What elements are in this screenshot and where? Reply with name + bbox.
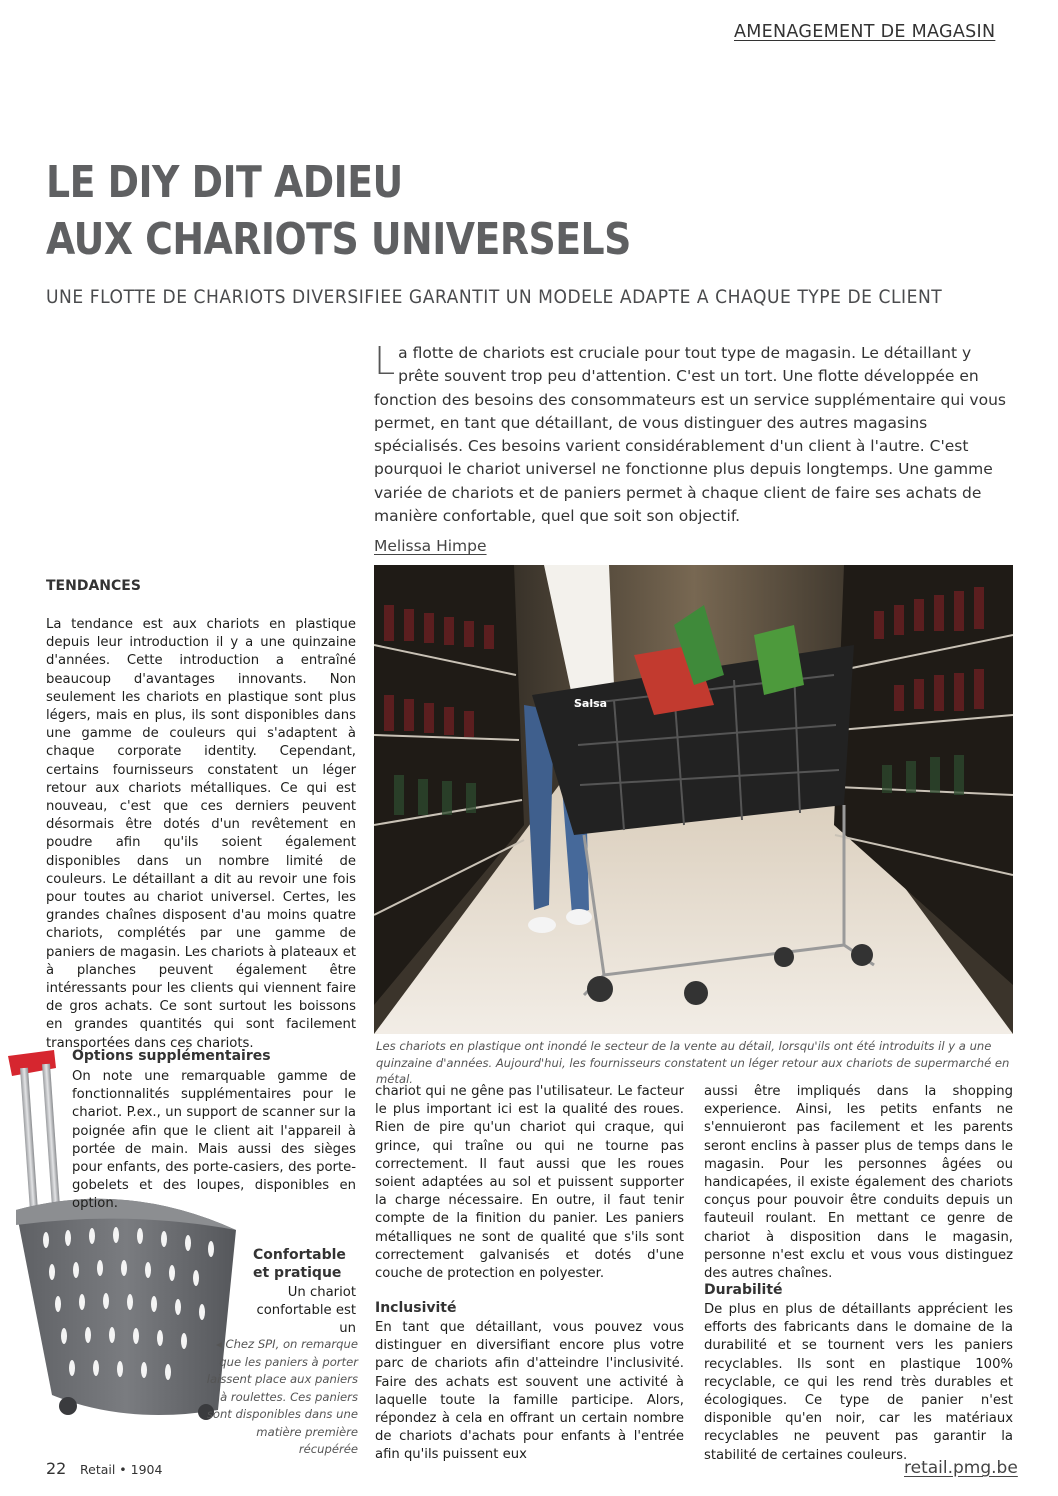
- photo-caption: Les chariots en plastique ont inondé le secteur de la vente au détail, lorsqu'ils ont été introduits il y a une quinzaine d'années. Aujourd'hui, les fournisseurs constatent un léger retour aux chariots de supermarché en métal.: [376, 1039, 1010, 1086]
- store-photo: [374, 565, 1013, 1034]
- title-line-2: AUX CHARIOTS UNIVERSELS: [46, 214, 631, 265]
- durabilite-text: De plus en plus de détaillants apprécient les efforts des fabricants dans le domaine de la durabilité et se tournent vers les paniers recyclables. Ils sont en plastique 100% recyclable, ce qui les rend très durables et écologiques. Ce type de panier n'est disponible qu'en noir, car les matériaux recyclables ne peuvent pas garantir la stabilité de certaines couleurs.: [704, 1302, 1013, 1463]
- intro-paragraph: [374, 339, 1014, 528]
- confort-text: Un chariot confortable est un: [256, 1285, 356, 1337]
- page-number: 22: [46, 1459, 67, 1478]
- shopping-cart-illustration: [374, 565, 1013, 1034]
- cart-brand-label: Salsa: [574, 697, 608, 710]
- drop-cap: L: [374, 339, 396, 383]
- confort-heading-line-2: et pratique: [253, 1265, 342, 1281]
- confort-continued-text: chariot qui ne gêne pas l'utilisateur. Le facteur le plus important ici est la qualité des roues. Rien de pire qu'un chariot qui craque, qui grince, qui traîne ou qui ne tourne pas correctement. Il faut aussi que les roues soient adaptées au sol et puissent supporter la charge nécessaire. En outre, il faut tenir compte de la finition du panier. Les paniers métalliques ne sont de qualité que s'ils sont correctement galvanisés et dotés d'une couche de protection en polyester.: [375, 1084, 684, 1282]
- inclusivite-text: En tant que détaillant, vous pouvez vous distinguer en diversifiant encore plus votre parc de chariots afin d'atteindre l'inclusivité. Faire des achats est souvent une activité à laquelle toute la famille participe. Alors, répondez à cela en offrant un certain nombre de chariots d'achats pour enfants à l'entrée afin qu'ils puissent eux: [375, 1320, 684, 1463]
- website-link[interactable]: retail.pmg.be: [904, 1458, 1018, 1478]
- basket-caption: ◂ Chez SPI, on remarque que les paniers à porter laissent place aux paniers à roulettes. Ces paniers sont disponibles dans une matière première récupérée: [206, 1337, 358, 1456]
- author-link[interactable]: Melissa Himpe: [374, 537, 487, 555]
- confort-heading: [253, 1246, 363, 1282]
- confort-heading-line-1: Confortable: [253, 1247, 346, 1263]
- inclusivite-heading: Inclusivité: [375, 1300, 457, 1316]
- inclusivite-continued-text: aussi être impliqués dans la shopping experience. Ainsi, les petits enfants ne s'ennuieront pas facilement et les parents seront enclins à passer plus de temps dans le magasin. Pour les personnes âgées ou handicapées, il existe également des chariots conçus pour pouvoir être conduits depuis un fauteuil roulant. En mettant ce genre de chariot à disposition dans le magasin, personne n'est exclu et vous vous distinguez des autres chaînes.: [704, 1084, 1013, 1282]
- magazine-issue: Retail • 1904: [80, 1462, 163, 1477]
- section-label: AMENAGEMENT DE MAGASIN: [734, 22, 996, 42]
- tendances-heading: TENDANCES: [46, 578, 141, 594]
- title-line-1: LE DIY DIT ADIEU: [46, 157, 403, 208]
- durabilite-heading: Durabilité: [704, 1282, 783, 1298]
- article-subtitle: UNE FLOTTE DE CHARIOTS DIVERSIFIEE GARANTIT UN MODELE ADAPTE A CHAQUE TYPE DE CLIENT: [46, 286, 943, 308]
- options-text: On note une remarquable gamme de fonctionnalités supplémentaires pour le chariot. P.ex., un support de scanner sur la poignée afin que le client ait l'appareil à portée de main. Mais aussi des sièges pour enfants, des porte-casiers, des porte-gobelets et des loupes, disponibles en option.: [72, 1069, 356, 1212]
- article-title: [46, 154, 631, 268]
- options-heading: Options supplémentaires: [72, 1048, 271, 1064]
- tendances-text: La tendance est aux chariots en plastique depuis leur introduction il y a une quinzaine d'années. Cette introduction a entraîné beaucoup d'avantages innovants. Non seulement les chariots en plastique sont plus légers, mais en plus, ils sont disponibles dans une gamme de couleurs qui s'adaptent à chaque corporate identity. Cependant, certains fournisseurs constatent un léger retour aux chariots métalliques. Ce qui est nouveau, c'est que ces derniers peuvent désormais être dotés d'un revêtement en poudre afin qu'ils soient également disponibles dans un nombre limité de couleurs. Le détaillant a dit au revoir une fois pour toutes au chariot universel. Certes, les grandes chaînes disposent d'au moins quatre chariots, complétés par une gamme de paniers de magasin. Les chariots à plateaux et à planches peuvent également être intéressants pour les clients qui viennent faire de gros achats. Ce sont surtout les boissons en grandes quantités qui sont facilement transportées dans ces chariots.: [46, 617, 356, 1051]
- intro-text: a flotte de chariots est cruciale pour tout type de magasin. Le détaillant y prête souvent trop peu d'attention. C'est un tort. Une flotte développée en fonction des besoins des consommateurs est un service supplémentaire qui vous permet, en tant que détaillant, de vous distinguer des autres magasins spécialisés. Ces besoins varient considérablement d'un client à l'autre. C'est pourquoi le chariot universel ne fonctionne plus depuis longtemps. Une gamme variée de chariots et de paniers permet à chaque client de faire ses achats de manière confortable, quel que soit son objectif.: [374, 344, 1006, 526]
